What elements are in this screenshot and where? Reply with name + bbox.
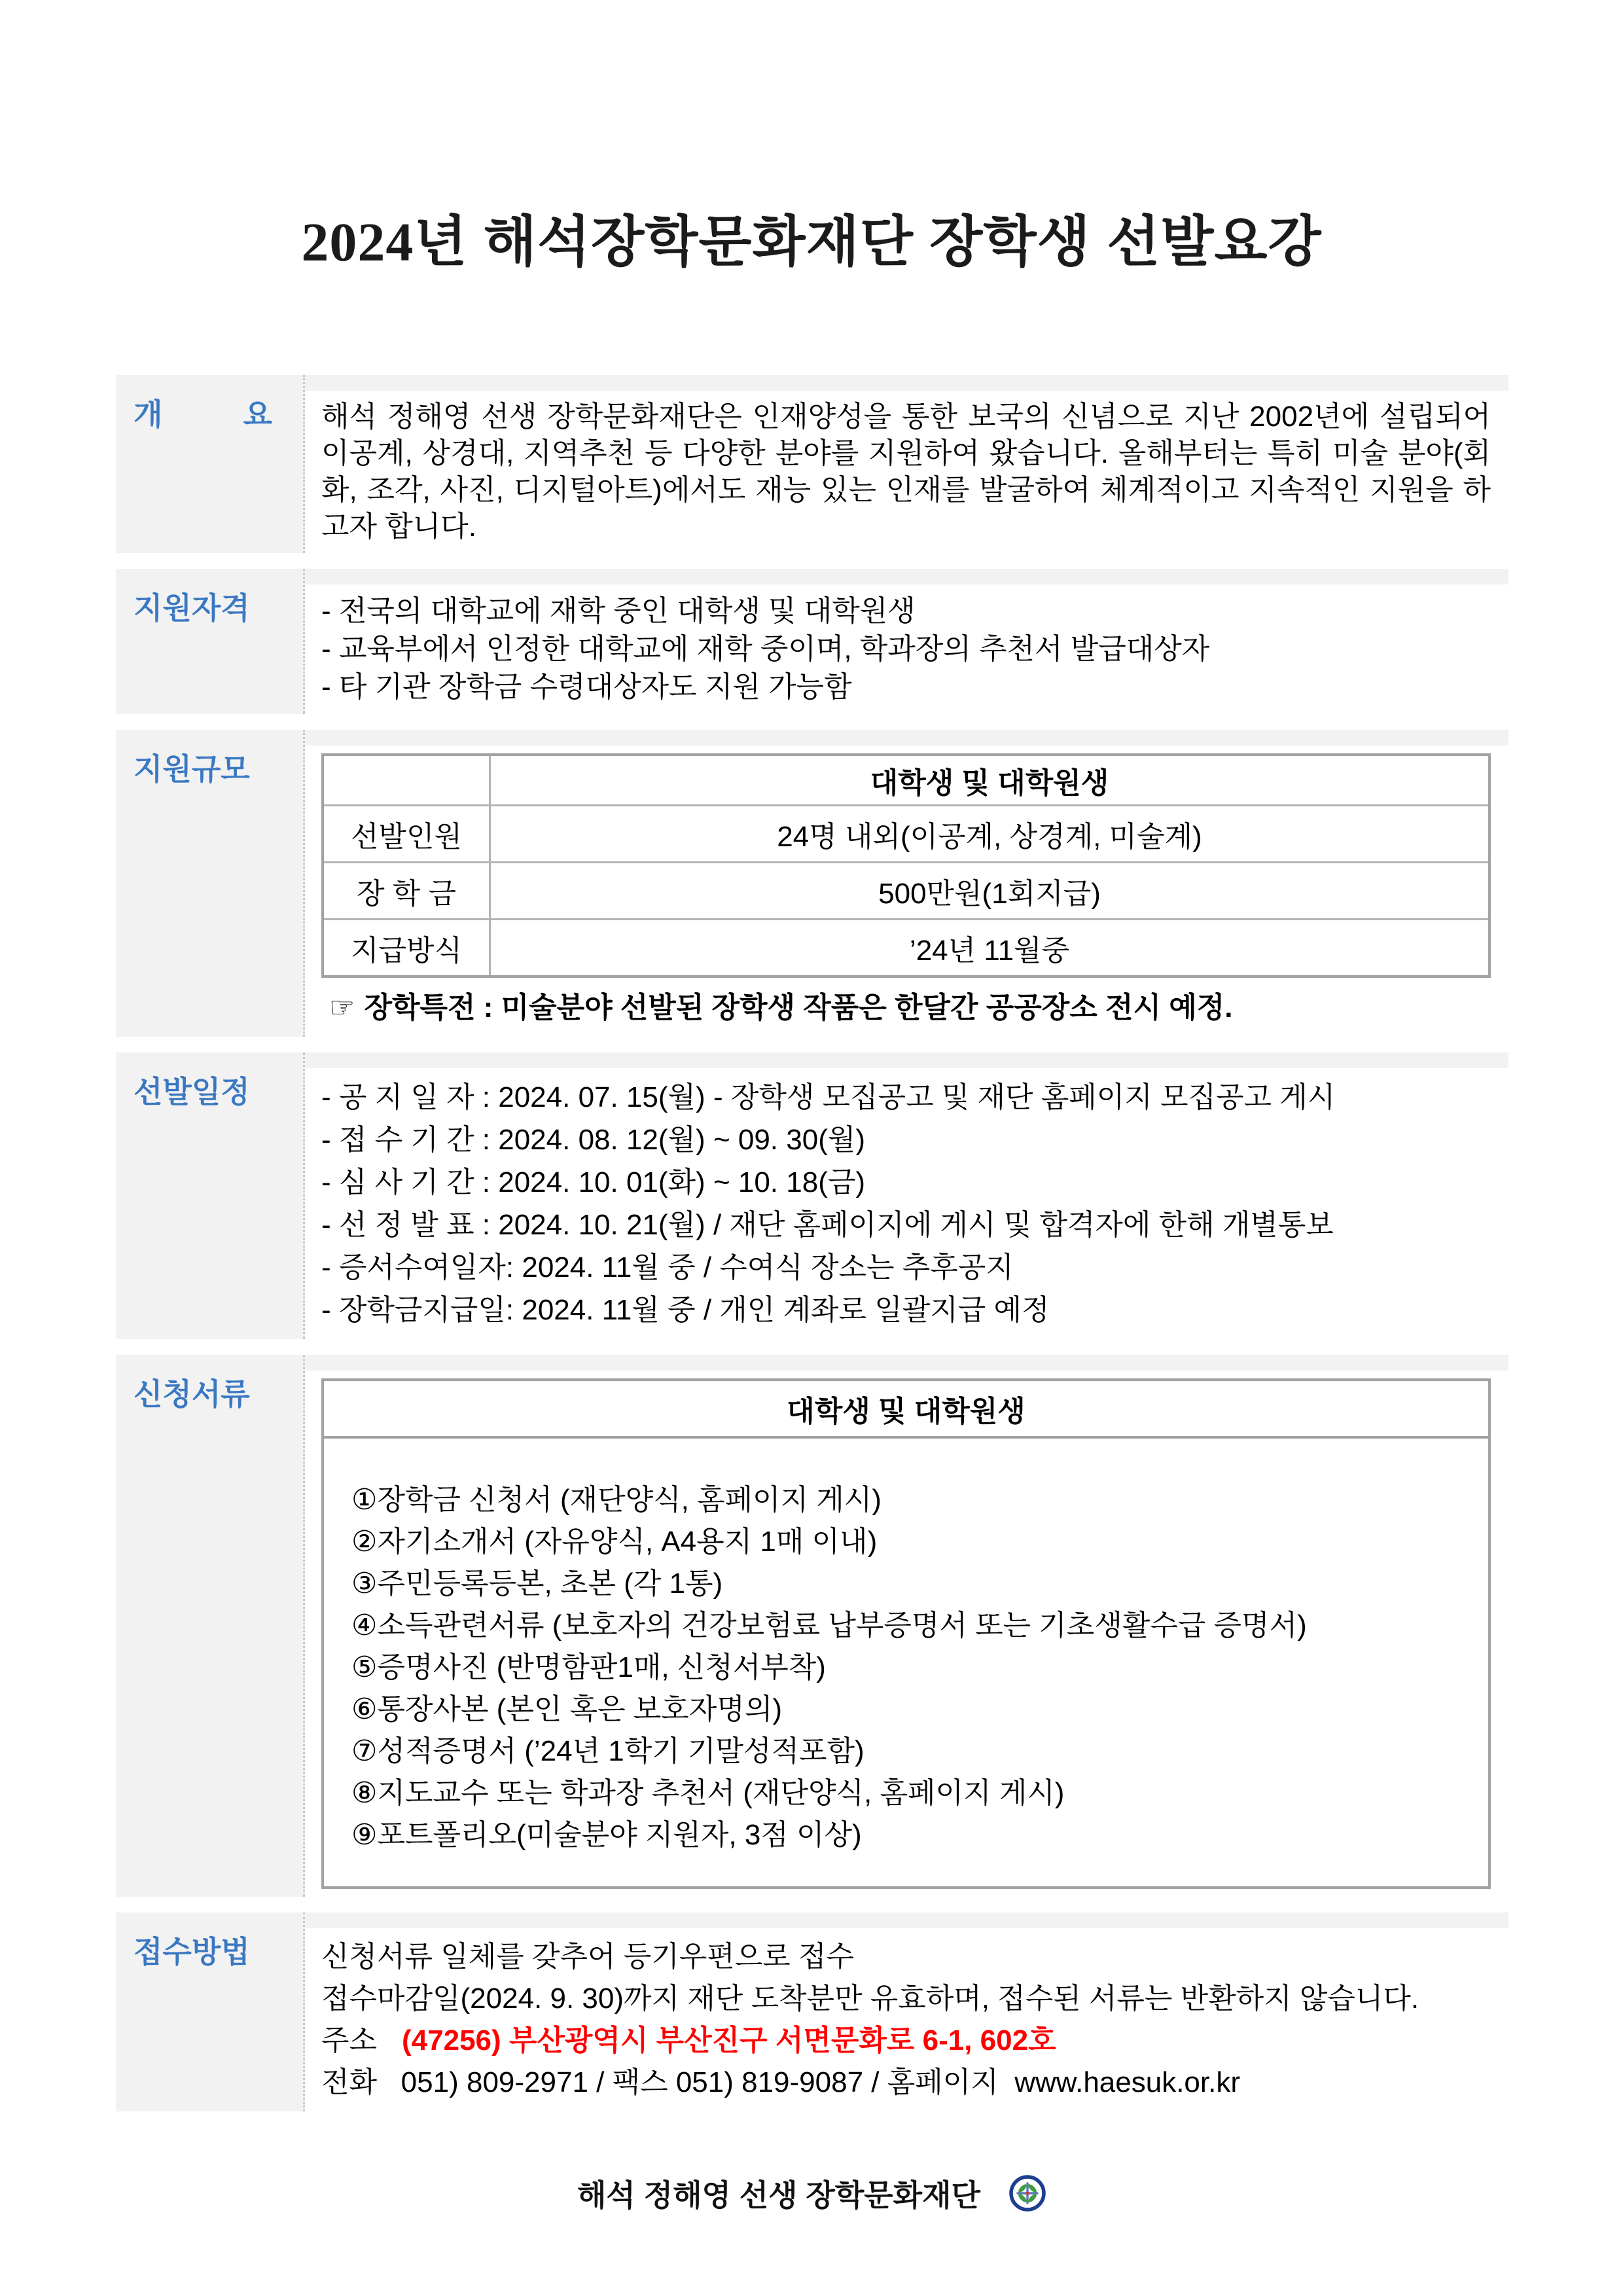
section-overview	[116, 375, 1508, 553]
document-item: ⑨포트폴리오(미술분야 지원자, 3점 이상)	[351, 1819, 862, 1852]
documents-table	[321, 1378, 1491, 1889]
submission-address-line	[321, 2020, 1491, 2062]
document-item: ①장학금 신청서 (재단양식, 홈페이지 게시)	[351, 1484, 882, 1516]
section-eligibility-content	[305, 584, 1508, 714]
scale-table-header-row	[323, 755, 1489, 806]
scale-row-label: 지급방식	[323, 920, 490, 977]
document-item: ③주민등록등본, 초본 (각 1통)	[351, 1568, 723, 1600]
table-row	[323, 920, 1489, 977]
section-overview-content	[305, 391, 1508, 553]
overview-paragraph: 해석 정해영 선생 장학문화재단은 인재양성을 통한 보국의 신념으로 지난 2002년에 설립되어 이공계, 상경대, 지역추천 등 다양한 분야를 지원하여 왔습니다. 올해부터는 특히 미술 분야(회화, 조각, 사진, 디지털아트)에서도 재능 있는 인재를 발굴하여 체계적이고 지속적인 지원을 하고자 합니다.	[321, 401, 1491, 543]
document-item: ②자기소개서 (자유양식, A4용지 1매 이내)	[351, 1526, 878, 1558]
documents-list-cell	[323, 1437, 1489, 1888]
overview-label-first: 개	[134, 397, 163, 432]
section-scale-content	[305, 745, 1508, 1037]
scholarship-benefit-note	[329, 988, 1491, 1028]
scale-row-value: 500만원(1회지급)	[490, 863, 1490, 920]
section-schedule-label: 선발일정	[134, 1075, 250, 1109]
document-item: ④소득관련서류 (보호자의 건강보험료 납부증명서 또는 기초생활수급 증명서)	[351, 1609, 1307, 1642]
scale-row-value: 24명 내외(이공계, 상경계, 미술계)	[490, 806, 1490, 863]
section-eligibility	[116, 569, 1508, 714]
sections-container	[116, 375, 1508, 2111]
eligibility-line: - 교육부에서 인정한 대학교에 재학 중이며, 학과장의 추천서 발급대상자	[321, 633, 1210, 666]
schedule-line: - 증서수여일자: 2024. 11월 중 / 수여식 장소는 추후공지	[321, 1251, 1014, 1284]
section-scale-label: 지원규모	[134, 752, 250, 787]
document-item: ⑦성적증명서 (’24년 1학기 기말성적포함)	[351, 1735, 865, 1768]
document-item: ⑤증명사진 (반명함판1매, 신청서부착)	[351, 1651, 826, 1684]
documents-table-body-row	[323, 1437, 1489, 1888]
table-row	[323, 806, 1489, 863]
section-submission	[116, 1912, 1508, 2111]
schedule-line: - 접 수 기 간 : 2024. 08. 12(월) ~ 09. 30(월)	[321, 1124, 865, 1157]
section-overview-label	[116, 375, 303, 553]
foundation-seal-icon	[1009, 2175, 1046, 2212]
scale-row-label: 선발인원	[323, 806, 490, 863]
documents-table-header-row	[323, 1380, 1489, 1437]
section-eligibility-label: 지원자격	[134, 591, 250, 626]
submission-contact-line: 전화 051) 809-2971 / 팩스 051) 819-9087 / 홈페이지 www.haesuk.or.kr	[321, 2066, 1241, 2099]
scale-table	[321, 753, 1491, 978]
section-documents-body	[303, 1355, 1508, 1897]
schedule-line: - 선 정 발 표 : 2024. 10. 21(월) / 재단 홈페이지에 게시 및 합격자에 한해 개별통보	[321, 1209, 1334, 1242]
section-submission-content	[305, 1928, 1508, 2111]
section-schedule	[116, 1052, 1508, 1339]
section-documents-label: 신청서류	[134, 1377, 250, 1412]
section-schedule-content	[305, 1068, 1508, 1339]
address-label: 주소	[321, 2024, 378, 2057]
section-scale-body	[303, 730, 1508, 1037]
title-year: 2024	[301, 212, 414, 274]
eligibility-line: - 타 기관 장학금 수령대상자도 지원 가능함	[321, 671, 852, 704]
schedule-line: - 공 지 일 자 : 2024. 07. 15(월) - 장학생 모집공고 및 재단 홈페이지 모집공고 게시	[321, 1081, 1336, 1114]
section-overview-label-text	[134, 397, 272, 432]
schedule-line: - 장학금지급일: 2024. 11월 중 / 개인 계좌로 일괄지급 예정	[321, 1294, 1050, 1327]
section-eligibility-body	[303, 569, 1508, 714]
schedule-line: - 심 사 기 간 : 2024. 10. 01(화) ~ 10. 18(금)	[321, 1166, 865, 1199]
overview-label-last: 요	[243, 397, 272, 432]
section-documents	[116, 1355, 1508, 1897]
scale-table-corner-cell	[323, 755, 490, 806]
benefit-note-text: 장학특전 : 미술분야 선발된 장학생 작품은 한달간 공공장소 전시 예정.	[364, 992, 1233, 1024]
pointing-hand-icon: ☞	[329, 992, 355, 1024]
scale-row-value: ’24년 11월중	[490, 920, 1490, 977]
section-overview-body	[303, 375, 1508, 553]
table-row	[323, 863, 1489, 920]
section-scale	[116, 730, 1508, 1037]
address-value: (47256) 부산광역시 부산진구 서면문화로 6-1, 602호	[402, 2024, 1056, 2057]
eligibility-line: - 전국의 대학교에 재학 중인 대학생 및 대학원생	[321, 595, 916, 628]
page-title	[0, 37, 1623, 277]
section-schedule-body	[303, 1052, 1508, 1339]
document-item: ⑧지도교수 또는 학과장 추천서 (재단양식, 홈페이지 게시)	[351, 1777, 1065, 1810]
scale-table-header-cell: 대학생 및 대학원생	[490, 755, 1490, 806]
scale-row-label: 장 학 금	[323, 863, 490, 920]
submission-line: 신청서류 일체를 갖추어 등기우편으로 접수	[321, 1941, 854, 1973]
document-item: ⑥통장사본 (본인 혹은 보호자명의)	[351, 1693, 782, 1726]
documents-table-header-cell: 대학생 및 대학원생	[323, 1380, 1489, 1437]
section-submission-label: 접수방법	[134, 1935, 250, 1969]
section-submission-body	[303, 1912, 1508, 2111]
title-rest: 년 해석장학문화재단 장학생 선발요강	[414, 211, 1322, 273]
section-documents-content	[305, 1371, 1508, 1897]
footer-org-name: 해석 정해영 선생 장학문화재단	[577, 2178, 980, 2212]
submission-line: 접수마감일(2024. 9. 30)까지 재단 도착분만 유효하며, 접수된 서류는 반환하지 않습니다.	[321, 1982, 1419, 2015]
footer	[0, 2172, 1623, 2215]
